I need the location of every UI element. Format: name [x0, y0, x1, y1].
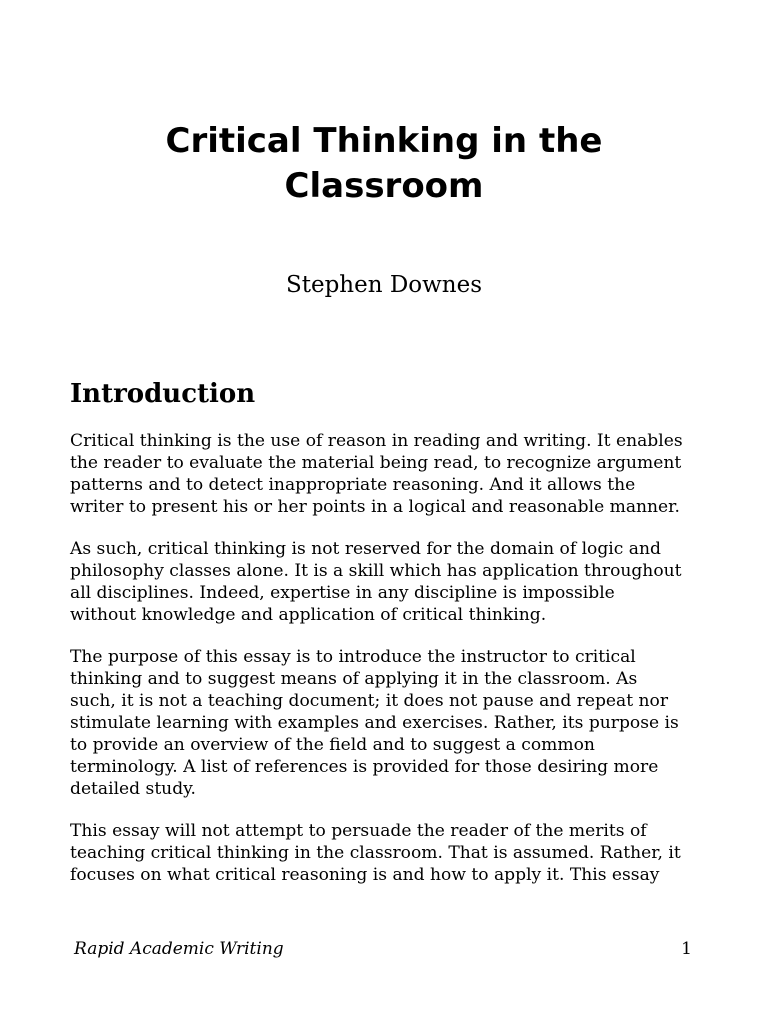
paragraph-line: patterns and to detect inappropriate reasoning. And it allows the: [70, 475, 636, 495]
paragraph-line: stimulate learning with examples and exercises. Rather, its purpose is: [70, 713, 679, 733]
paragraph-line: focuses on what critical reasoning is and how to apply it. This essay: [70, 865, 660, 885]
paragraph-1: [70, 430, 710, 518]
paragraph-line: teaching critical thinking in the classroom. That is assumed. Rather, it: [70, 843, 681, 863]
footer-page-number: 1: [681, 939, 692, 959]
document-title: [0, 119, 768, 209]
paragraph-line: the reader to evaluate the material being read, to recognize argument: [70, 453, 682, 473]
section-heading-introduction: Introduction: [70, 379, 256, 409]
paragraph-line: all disciplines. Indeed, expertise in any discipline is impossible: [70, 583, 615, 603]
paragraph-line: writer to present his or her points in a logical and reasonable manner.: [70, 497, 680, 517]
paragraph-line: thinking and to suggest means of applying it in the classroom. As: [70, 669, 638, 689]
paragraph-3: [70, 646, 710, 800]
paragraph-line: to provide an overview of the field and to suggest a common: [70, 735, 595, 755]
paragraph-line: philosophy classes alone. It is a skill which has application throughout: [70, 561, 682, 581]
title-line-2: Classroom: [284, 166, 484, 206]
paragraph-line: The purpose of this essay is to introduce the instructor to critical: [70, 647, 636, 667]
body-text: [70, 430, 710, 906]
paragraph-2: [70, 538, 710, 626]
paragraph-line: This essay will not attempt to persuade the reader of the merits of: [70, 821, 647, 841]
paragraph-line: Critical thinking is the use of reason in reading and writing. It enables: [70, 431, 683, 451]
paragraph-line: As such, critical thinking is not reserved for the domain of logic and: [70, 539, 661, 559]
author-name: Stephen Downes: [285, 272, 483, 298]
paragraph-line: detailed study.: [70, 779, 196, 799]
paragraph-line: terminology. A list of references is provided for those desiring more: [70, 757, 659, 777]
title-line-1: Critical Thinking in the: [165, 121, 603, 161]
paragraph-4: [70, 820, 710, 886]
paragraph-line: without knowledge and application of critical thinking.: [70, 605, 547, 625]
paragraph-line: such, it is not a teaching document; it does not pause and repeat nor: [70, 691, 669, 711]
footer-running-title: Rapid Academic Writing: [74, 939, 284, 959]
